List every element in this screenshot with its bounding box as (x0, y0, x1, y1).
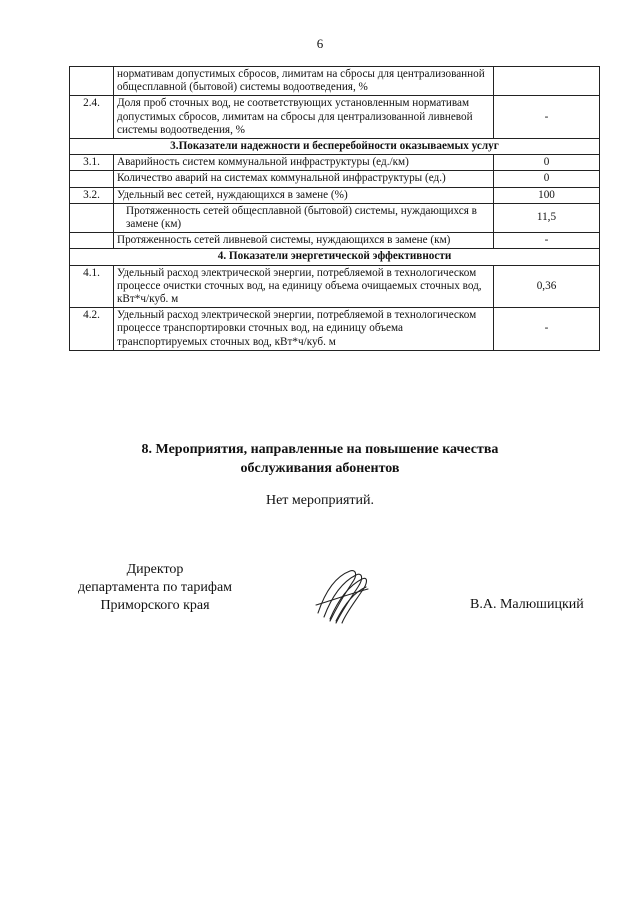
section-row (70, 249, 600, 265)
indicator-name: Протяженность сетей общесплавной (бытовой) системы, нуждающихся в замене (км) (114, 203, 494, 232)
section-8-body: Нет мероприятий. (265, 493, 375, 508)
indicator-name: Удельный вес сетей, нуждающихся в замене (%) (114, 187, 494, 203)
signer-title-line-2: департамента по тарифам (77, 580, 233, 595)
signer-title (60, 561, 250, 615)
row-number: 3.1. (70, 155, 114, 171)
row-number: 3.2. (70, 187, 114, 203)
section-8-heading (0, 440, 640, 478)
row-number: 4.2. (70, 308, 114, 351)
row-number (70, 203, 114, 232)
section-title: 4. Показатели энергетической эффективности (70, 249, 600, 265)
table-row (70, 308, 600, 351)
indicator-value (494, 67, 600, 96)
indicator-value: 100 (494, 187, 600, 203)
section-8-heading-line-1: 8. Мероприятия, направленные на повышение качества (141, 442, 499, 457)
indicator-name: Протяженность сетей ливневой системы, нуждающихся в замене (км) (114, 233, 494, 249)
table-row (70, 67, 600, 96)
row-number: 4.1. (70, 265, 114, 308)
indicator-value: - (494, 233, 600, 249)
signer-title-line-3: Приморского края (100, 598, 210, 613)
indicator-value: 11,5 (494, 203, 600, 232)
row-number: 2.4. (70, 96, 114, 139)
signer-title-line-1: Директор (126, 562, 184, 577)
table-row (70, 155, 600, 171)
row-number (70, 67, 114, 96)
table-row (70, 233, 600, 249)
indicators-table-body (70, 67, 600, 351)
indicator-name: Аварийность систем коммунальной инфраструктуры (ед./км) (114, 155, 494, 171)
indicator-name: Количество аварий на системах коммунальной инфраструктуры (ед.) (114, 171, 494, 187)
indicator-value: 0 (494, 171, 600, 187)
table-row (70, 171, 600, 187)
indicator-value: - (494, 308, 600, 351)
row-number (70, 233, 114, 249)
signer-name: В.А. Малюшицкий (470, 597, 584, 612)
indicators-table (69, 66, 600, 351)
table-row (70, 96, 600, 139)
indicator-value: 0 (494, 155, 600, 171)
indicator-name: Удельный расход электрической энергии, потребляемой в технологическом процессе транспортировки сточных вод, на единицу объема транспортируемых сточных вод, кВт*ч/куб. м (114, 308, 494, 351)
table-row (70, 187, 600, 203)
indicator-name: Доля проб сточных вод, не соответствующих установленным нормативам допустимых сбросов, лимитам на сбросы для централизованной ливневой системы водоотведения, % (114, 96, 494, 139)
handwritten-signature (312, 565, 372, 625)
section-title: 3.Показатели надежности и бесперебойности оказываемых услуг (70, 139, 600, 155)
table-row (70, 265, 600, 308)
indicator-value: - (494, 96, 600, 139)
row-number (70, 171, 114, 187)
indicator-value: 0,36 (494, 265, 600, 308)
indicator-name: Удельный расход электрической энергии, потребляемой в технологическом процессе очистки сточных вод, на единицу объема очищаемых сточных вод, кВт*ч/куб. м (114, 265, 494, 308)
indicator-name: нормативам допустимых сбросов, лимитам на сбросы для централизованной общесплавной (бытовой) системы водоотведения, % (114, 67, 494, 96)
section-8-heading-line-2: обслуживания абонентов (240, 461, 400, 476)
page-number: 6 (316, 36, 324, 51)
table-row (70, 203, 600, 232)
section-row (70, 139, 600, 155)
